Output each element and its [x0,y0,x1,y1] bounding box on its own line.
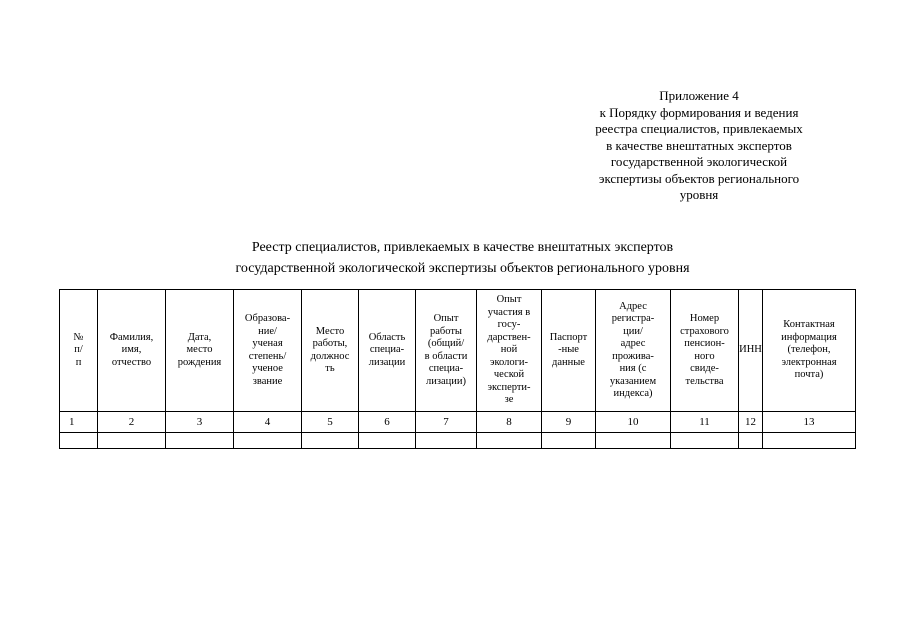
column-number-cell: 10 [596,412,671,433]
column-header-line: Паспорт [549,331,588,343]
column-header-line: прожива- [612,350,654,362]
column-header-line: ученая [252,338,283,349]
registry-title-line-1: Реестр специалистов, привлекаемых в качестве внештатных экспертов [251,240,674,255]
empty-cell [596,433,671,449]
column-header-line: специа- [428,363,464,374]
column-header-2 [98,290,166,412]
column-header-line: -ные [558,344,579,356]
column-header-line: рождения [177,356,222,368]
header-row [60,290,856,412]
empty-cell [416,433,477,449]
column-header-line: п/ [74,344,83,356]
column-header-6 [359,290,416,412]
column-header-line: тельства [685,375,724,387]
column-header-line: ния (с [619,363,647,374]
appendix-line: уровня [679,187,719,202]
column-header-line: регистра- [611,313,655,324]
column-header-8 [477,290,542,412]
column-header-line: п [75,356,82,368]
column-header-line: № [73,331,84,343]
empty-cell [234,433,302,449]
column-header-10 [596,290,671,412]
column-header-line: эксперти- [487,381,531,393]
column-number-cell: 13 [763,412,856,433]
column-header-line: экологи- [489,356,529,368]
column-number-cell: 11 [671,412,739,433]
column-header-line: ной [500,344,518,356]
column-header-line: в области [424,350,468,362]
column-number-cell: 5 [302,412,359,433]
column-header-line: информация [781,331,837,343]
column-header-1 [60,290,98,412]
column-header-line: степень/ [248,350,287,362]
column-header-line: Опыт [433,313,459,324]
column-number-cell: 6 [359,412,416,433]
column-header-line: ИНН [739,344,762,356]
empty-cell [60,433,98,449]
empty-cell [166,433,234,449]
column-header-line: ученое [252,363,283,374]
appendix-line: Приложение 4 [659,88,739,103]
appendix-line: государственной экологической [610,154,788,169]
column-header-line: свиде- [690,363,719,374]
column-number-row [60,412,856,433]
column-header-line: почта) [794,369,824,381]
column-number-cell: 2 [98,412,166,433]
empty-cell [359,433,416,449]
column-header-line: ного [694,350,715,362]
column-header-13 [763,290,856,412]
column-header-line: зе [504,394,514,406]
column-header-line: работы [429,325,462,337]
column-number-cell: 3 [166,412,234,433]
column-header-line: электронная [781,356,837,368]
column-header-9 [542,290,596,412]
column-header-line: Область [368,331,406,343]
column-header-line: звание [252,375,283,387]
column-header-5 [302,290,359,412]
column-header-line: участия в [487,306,531,318]
appendix-line: к Порядку формирования и ведения [599,104,799,120]
column-header-line: Образова- [244,313,291,324]
empty-cell [98,433,166,449]
column-header-line: страхового [680,325,729,337]
column-number-cell: 1 [60,412,98,433]
column-header-line: ть [325,363,335,374]
column-number-cell: 8 [477,412,542,433]
column-header-line: Контактная [783,319,835,331]
empty-row [60,433,856,449]
empty-cell [763,433,856,449]
column-header-line: госу- [497,319,521,331]
empty-cell [739,433,763,449]
column-header-3 [166,290,234,412]
column-header-line: Место [315,325,345,337]
appendix-note [560,88,838,204]
column-header-12 [739,290,763,412]
column-number-cell: 12 [739,412,763,433]
column-number-cell: 4 [234,412,302,433]
column-header-line: отчество [111,356,152,368]
column-header-line: Номер [689,313,720,324]
empty-cell [671,433,739,449]
column-header-line: Опыт [496,294,522,306]
column-header-line: (телефон, [787,344,831,356]
column-header-11 [671,290,739,412]
column-header-line: Дата, [187,331,212,343]
column-header-4 [234,290,302,412]
column-header-line: должнос [310,350,350,362]
registry-title [150,237,775,279]
registry-table [59,289,856,449]
empty-cell [302,433,359,449]
column-header-line: дарствен- [487,331,531,343]
column-header-line: ние/ [258,325,277,337]
empty-cell [542,433,596,449]
column-header-line: место [186,344,213,356]
registry-title-line-2: государственной экологической экспертизы объектов регионального уровня [235,261,690,276]
column-header-line: адрес [620,338,646,349]
column-header-7 [416,290,477,412]
column-header-line: специа- [369,344,405,356]
column-header-line: указанием [609,375,657,387]
column-header-line: индекса) [613,388,653,399]
column-header-line: ции/ [623,325,643,337]
appendix-line: в качестве внештатных экспертов [606,137,792,153]
column-header-line: пенсион- [684,338,725,349]
column-number-cell: 9 [542,412,596,433]
column-header-line: имя, [121,344,142,356]
column-header-line: ческой [493,369,525,381]
column-header-line: Фамилия, [109,331,154,343]
column-header-line: (общий/ [427,338,465,349]
appendix-line: реестра специалистов, привлекаемых [595,121,803,136]
column-number-cell: 7 [416,412,477,433]
column-header-line: Адрес [619,300,647,312]
empty-cell [477,433,542,449]
appendix-line: экспертизы объектов регионального [598,170,800,186]
column-header-line: лизации [368,356,406,368]
column-header-line: данные [552,356,585,368]
column-header-line: работы, [312,338,348,349]
column-header-line: лизации) [425,375,467,387]
